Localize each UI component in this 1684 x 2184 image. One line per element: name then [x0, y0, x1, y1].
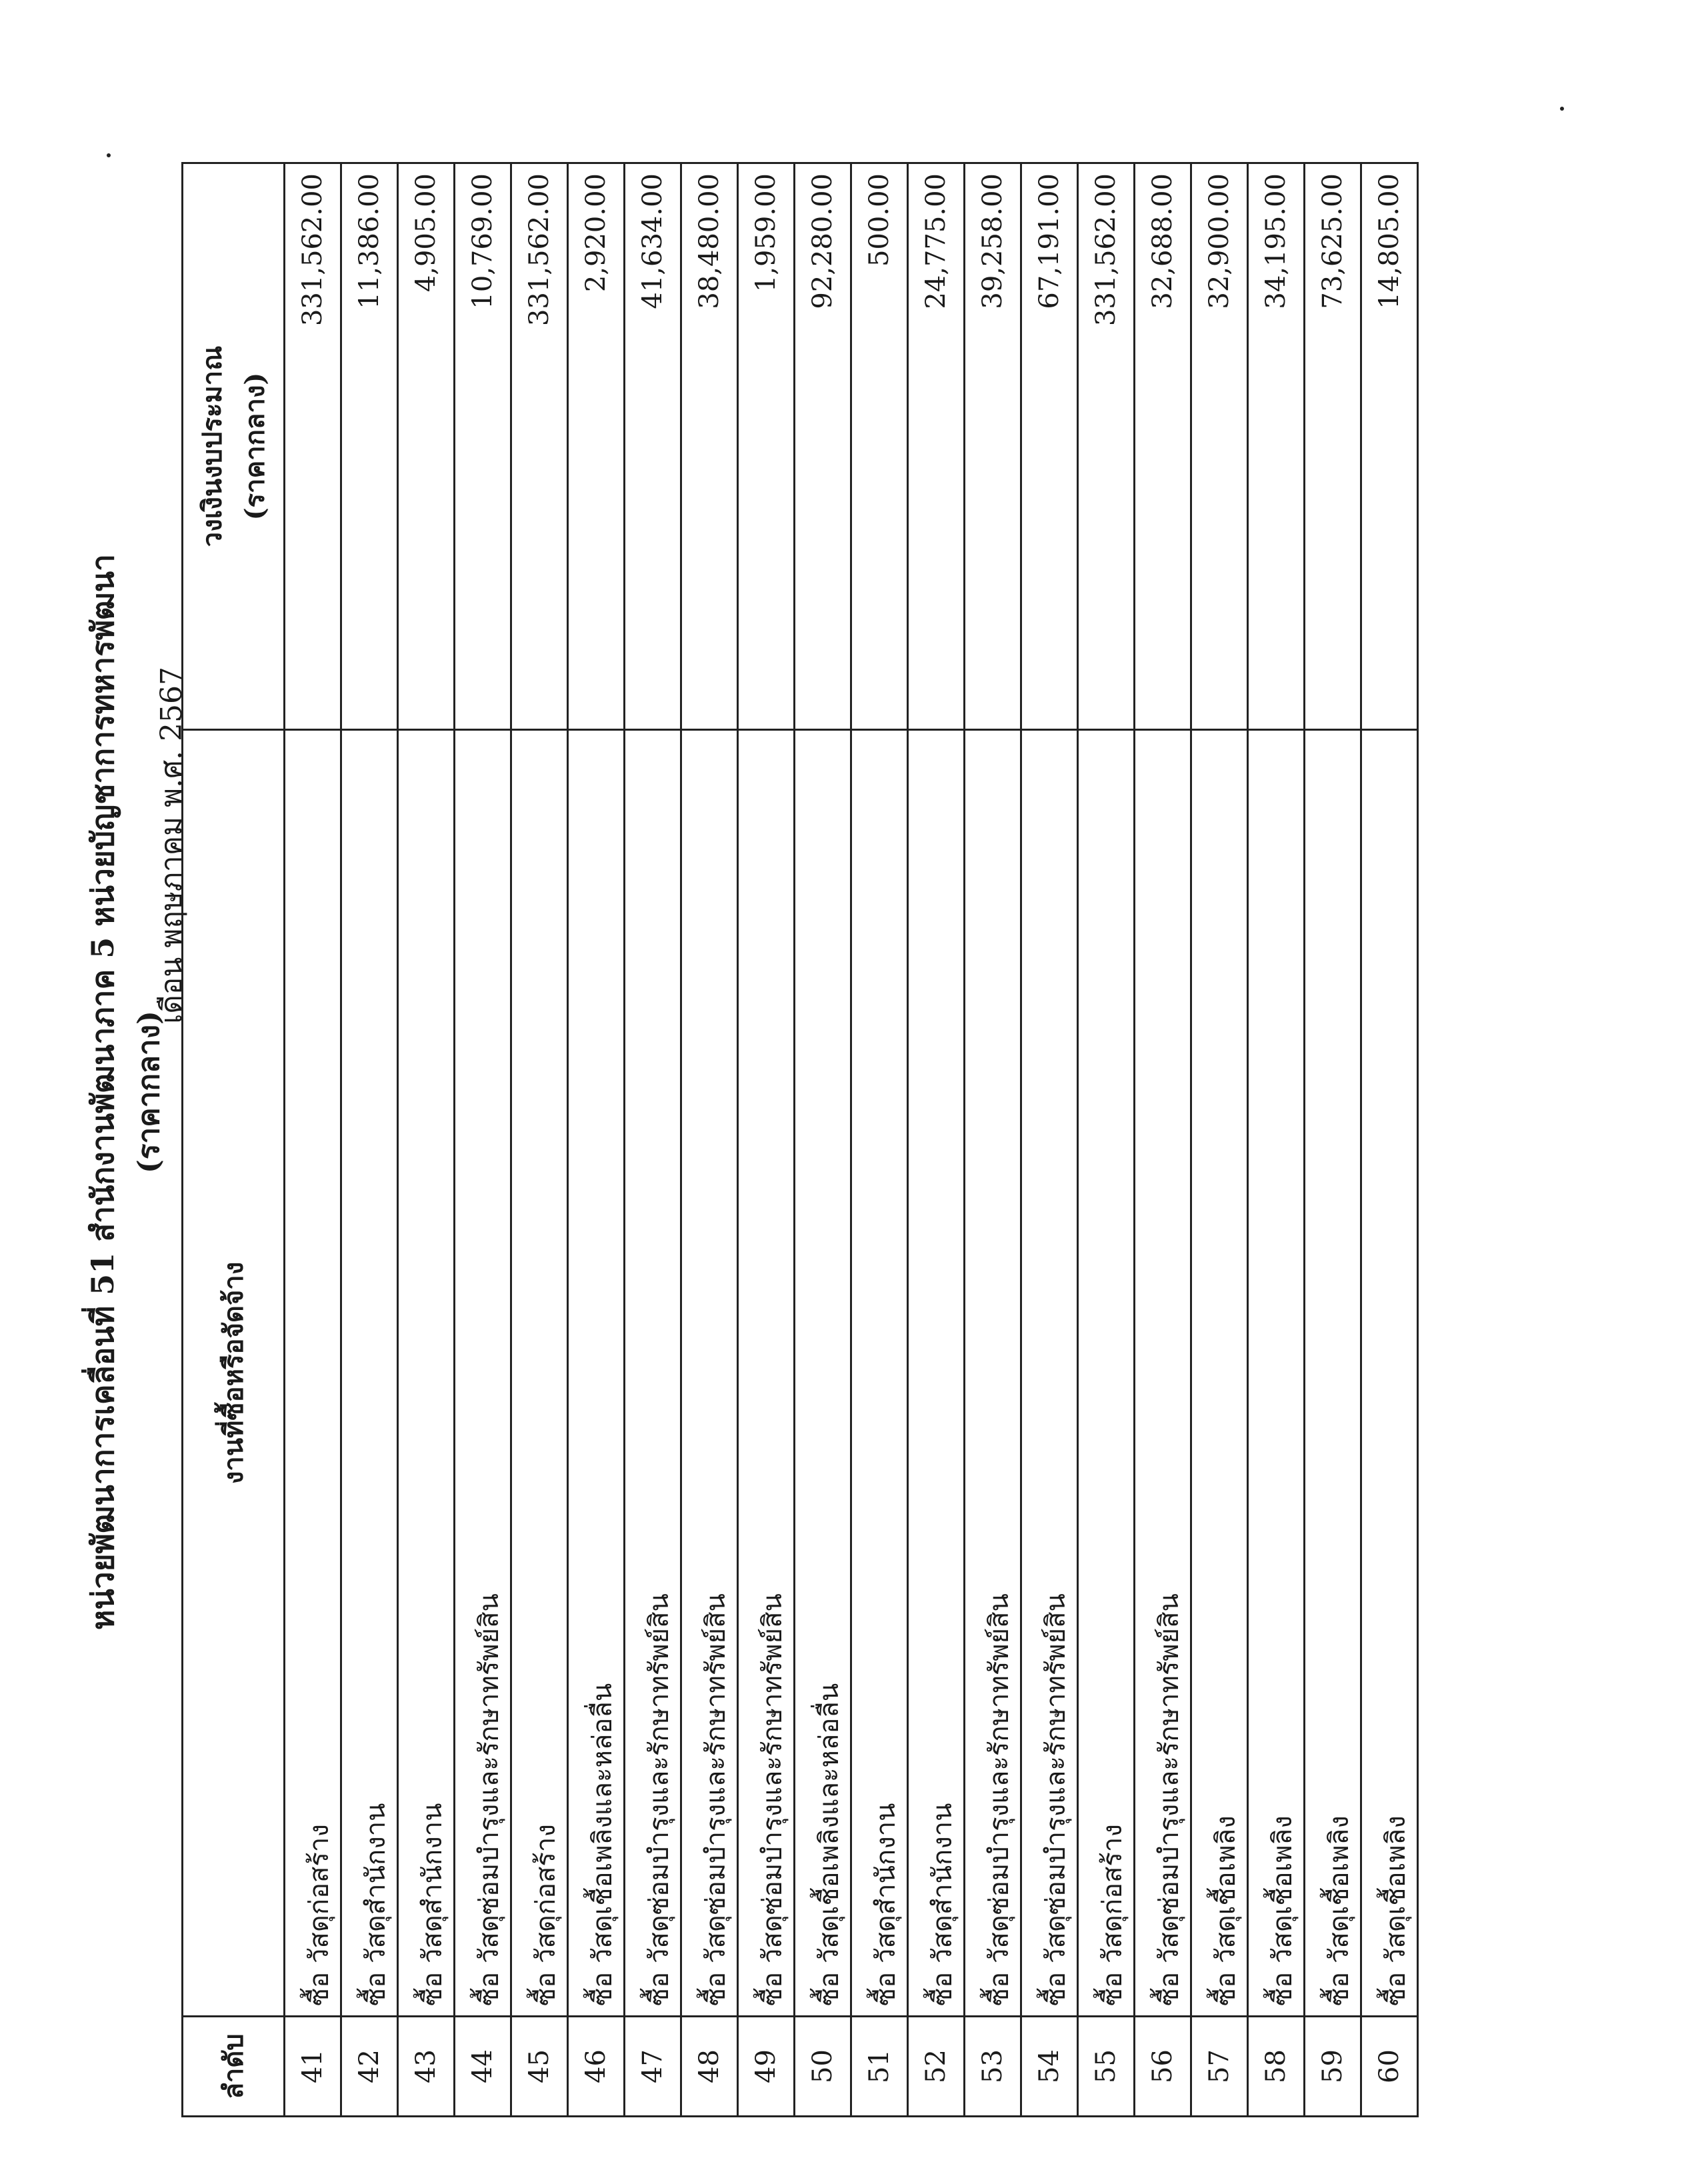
table-row	[285, 163, 341, 2117]
row-amount: 500.00	[851, 163, 908, 730]
row-work: ซื้อ วัสดุซ่อมบำรุงและรักษาทรัพย์สิน	[625, 730, 681, 2017]
table-row	[1361, 163, 1418, 2117]
table-row	[568, 163, 625, 2117]
row-number: 55	[1078, 2017, 1135, 2117]
row-number: 50	[795, 2017, 851, 2117]
row-number: 53	[965, 2017, 1021, 2117]
table-row	[1078, 163, 1135, 2117]
table-row	[1305, 163, 1361, 2117]
row-number: 56	[1135, 2017, 1191, 2117]
row-amount: 10,769.00	[455, 163, 511, 730]
row-amount: 92,280.00	[795, 163, 851, 730]
row-work: ซื้อ วัสดุสำนักงาน	[908, 730, 965, 2017]
row-number: 45	[511, 2017, 568, 2117]
scan-speck	[107, 153, 111, 157]
row-amount: 73,625.00	[1305, 163, 1361, 730]
row-work: ซื้อ วัสดุซ่อมบำรุงและรักษาทรัพย์สิน	[738, 730, 795, 2017]
row-number: 47	[625, 2017, 681, 2117]
row-amount: 11,386.00	[341, 163, 398, 730]
row-work: ซื้อ วัสดุเชื้อเพลิง	[1305, 730, 1361, 2017]
row-amount: 4,905.00	[398, 163, 455, 730]
row-amount: 1,959.00	[738, 163, 795, 730]
row-amount: 331,562.00	[511, 163, 568, 730]
document-subtitle: (ราคากลาง)	[132, 1011, 166, 1173]
column-header-no: ลำดับ	[183, 2017, 285, 2117]
row-amount: 331,562.00	[1078, 163, 1135, 730]
row-work: ซื้อ วัสดุซ่อมบำรุงและรักษาทรัพย์สิน	[681, 730, 738, 2017]
row-amount: 41,634.00	[625, 163, 681, 730]
row-work: ซื้อ วัสดุเชื้อเพลิงและหล่อลื่น	[795, 730, 851, 2017]
table-row	[681, 163, 738, 2117]
table-row	[398, 163, 455, 2117]
table-row	[625, 163, 681, 2117]
row-number: 52	[908, 2017, 965, 2117]
table-row	[738, 163, 795, 2117]
column-header-budget-label: วงเงินงบประมาณ	[197, 345, 228, 547]
table-row	[851, 163, 908, 2117]
row-number: 43	[398, 2017, 455, 2117]
row-work: ซื้อ วัสดุก่อสร้าง	[1078, 730, 1135, 2017]
scan-speck	[1560, 107, 1564, 111]
row-work: ซื้อ วัสดุซ่อมบำรุงและรักษาทรัพย์สิน	[1021, 730, 1078, 2017]
table-row	[795, 163, 851, 2117]
table-body	[285, 163, 1418, 2117]
table-row	[1135, 163, 1191, 2117]
row-work: ซื้อ วัสดุเชื้อเพลิง	[1361, 730, 1418, 2017]
column-header-budget-sub: (ราคากลาง)	[239, 372, 271, 521]
row-amount: 2,920.00	[568, 163, 625, 730]
table-row	[908, 163, 965, 2117]
row-number: 51	[851, 2017, 908, 2117]
row-amount: 331,562.00	[285, 163, 341, 730]
table-row	[1021, 163, 1078, 2117]
row-number: 57	[1191, 2017, 1248, 2117]
row-work: ซื้อ วัสดุเชื้อเพลิงและหล่อลื่น	[568, 730, 625, 2017]
row-amount: 39,258.00	[965, 163, 1021, 730]
row-work: ซื้อ วัสดุซ่อมบำรุงและรักษาทรัพย์สิน	[965, 730, 1021, 2017]
row-number: 54	[1021, 2017, 1078, 2117]
table-row	[341, 163, 398, 2117]
document-title: หน่วยพัฒนาการเคลื่อนที่ 51 สำนักงานพัฒนาภาค 5 หน่วยบัญชาการทหารพัฒนา	[85, 554, 121, 1630]
table-row	[1248, 163, 1305, 2117]
row-number: 49	[738, 2017, 795, 2117]
row-number: 58	[1248, 2017, 1305, 2117]
column-header-work: งานที่ซื้อหรือจัดจ้าง	[183, 730, 285, 2017]
row-work: ซื้อ วัสดุก่อสร้าง	[285, 730, 341, 2017]
row-amount: 14,805.00	[1361, 163, 1418, 730]
row-work: ซื้อ วัสดุสำนักงาน	[398, 730, 455, 2017]
document-month: เดือน พฤษภาคม พ.ศ. 2567	[155, 667, 189, 1024]
procurement-table	[181, 162, 1419, 2117]
row-amount: 32,688.00	[1135, 163, 1191, 730]
row-work: ซื้อ วัสดุก่อสร้าง	[511, 730, 568, 2017]
table-row	[511, 163, 568, 2117]
row-number: 41	[285, 2017, 341, 2117]
row-work: ซื้อ วัสดุสำนักงาน	[851, 730, 908, 2017]
table-row	[1191, 163, 1248, 2117]
column-header-budget	[183, 163, 285, 730]
row-number: 46	[568, 2017, 625, 2117]
row-number: 60	[1361, 2017, 1418, 2117]
row-work: ซื้อ วัสดุซ่อมบำรุงและรักษาทรัพย์สิน	[1135, 730, 1191, 2017]
row-amount: 24,775.00	[908, 163, 965, 730]
row-amount: 32,900.00	[1191, 163, 1248, 730]
table-row	[455, 163, 511, 2117]
row-work: ซื้อ วัสดุซ่อมบำรุงและรักษาทรัพย์สิน	[455, 730, 511, 2017]
row-work: ซื้อ วัสดุเชื้อเพลิง	[1191, 730, 1248, 2017]
row-amount: 38,480.00	[681, 163, 738, 730]
row-number: 44	[455, 2017, 511, 2117]
row-number: 59	[1305, 2017, 1361, 2117]
row-amount: 34,195.00	[1248, 163, 1305, 730]
row-number: 48	[681, 2017, 738, 2117]
row-work: ซื้อ วัสดุสำนักงาน	[341, 730, 398, 2017]
row-work: ซื้อ วัสดุเชื้อเพลิง	[1248, 730, 1305, 2017]
table-row	[965, 163, 1021, 2117]
table-header-row	[183, 163, 285, 2117]
row-amount: 67,191.00	[1021, 163, 1078, 730]
row-number: 42	[341, 2017, 398, 2117]
